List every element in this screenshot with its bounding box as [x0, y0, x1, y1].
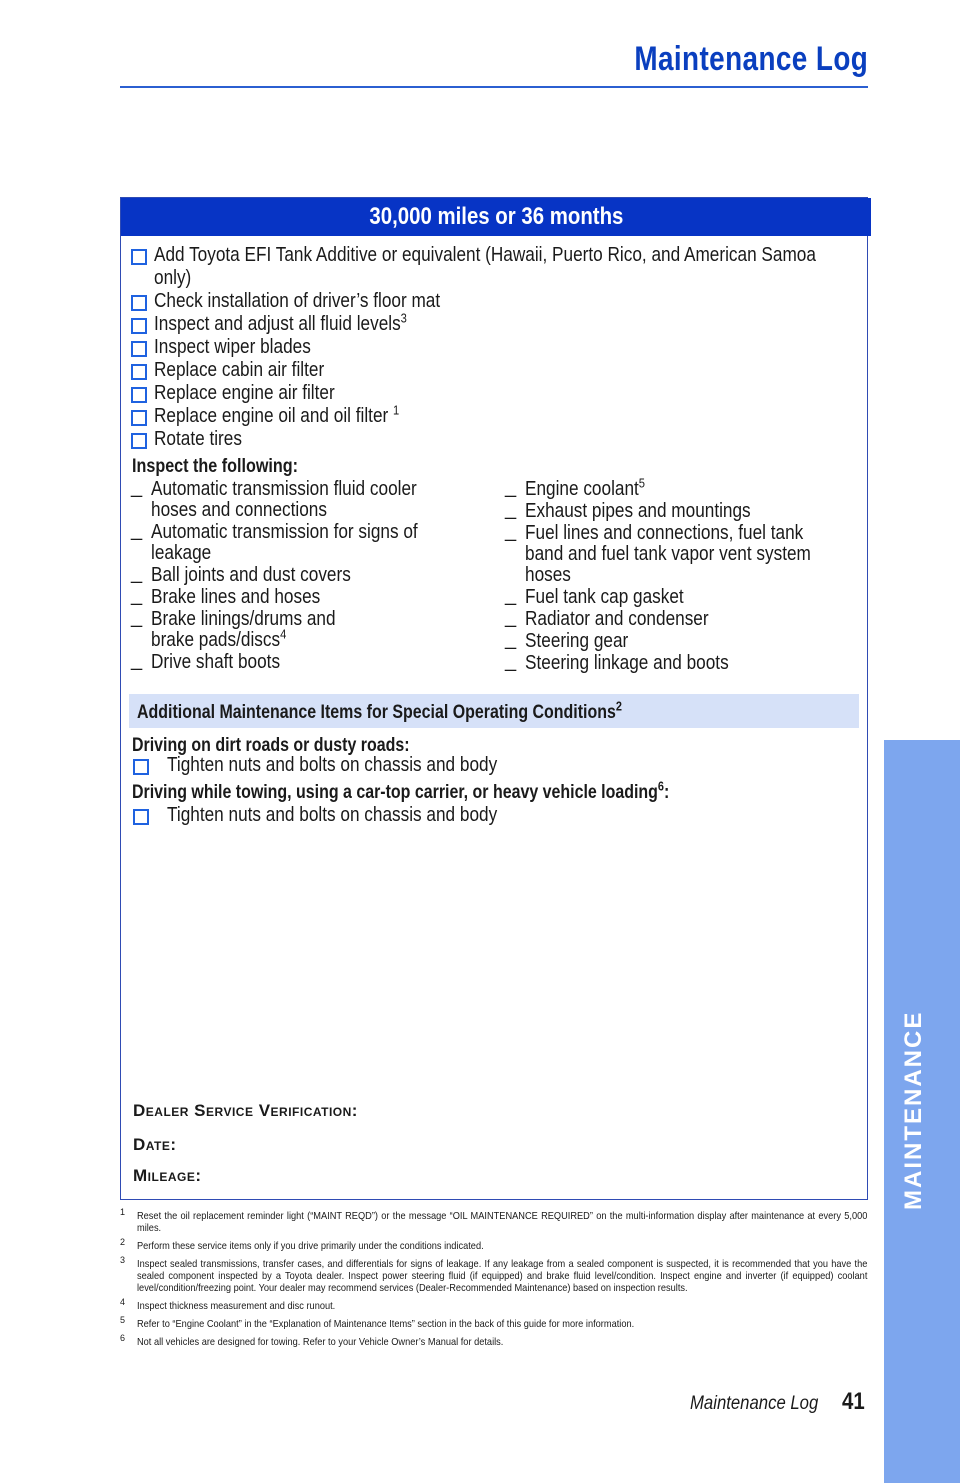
inspect-item: _ Exhaust pipes and mountings	[505, 501, 860, 522]
inspect-item: _ Brake lines and hoses	[131, 587, 491, 608]
checklist-item: Replace engine air filter	[129, 382, 859, 405]
checklist-item: Replace cabin air filter	[129, 359, 859, 382]
page-title: Maintenance Log	[634, 40, 868, 78]
inspect-item: _ Fuel tank cap gasket	[505, 587, 860, 608]
footnote: 3 Inspect sealed transmissions, transfer cases, and differentials for signs of leakage. If any leakage from a sealed component is suspected, it is recommended that you have the sealed component inspected by a Toyota dealer. Inspect power steering fluid (if equipped) and brake fluid level/condition. Inspect engine and inverter (if equipped) coolant level/condition/freezing point. Your dealer may recommend services (Dealer-Recommended Maintenance) based on inspection results.	[120, 1255, 868, 1294]
checkbox-icon[interactable]	[131, 410, 147, 426]
checkbox-icon[interactable]	[131, 249, 147, 265]
service-checklist	[129, 244, 859, 451]
checklist-item: Replace engine oil and oil filter $^1$	[129, 405, 859, 428]
footnote: 6 Not all vehicles are designed for towing. Refer to your Vehicle Owner’s Manual for details.	[120, 1333, 504, 1348]
inspect-item: _ Engine coolant$^5$	[505, 479, 860, 500]
inspect-item: _ Fuel lines and connections, fuel tank band and fuel tank vapor vent system hoses	[505, 523, 860, 586]
towing-item: Tighten nuts and bolts on chassis and body	[131, 804, 551, 827]
inspect-heading: Inspect the following:	[132, 456, 298, 477]
inspect-item: _ Brake linings/drums and brake pads/discs$^4$	[131, 609, 491, 651]
inspect-item: _ Radiator and condenser	[505, 609, 860, 630]
dirt-roads-item: Tighten nuts and bolts on chassis and body	[131, 754, 551, 777]
checklist-item: Rotate tires	[129, 428, 859, 451]
mileage-label: Mileage:	[133, 1166, 202, 1185]
page-number: 41	[842, 1388, 865, 1415]
section-tab-label: MAINTENANCE	[900, 1010, 927, 1210]
towing-heading: Driving while towing, using a car-top carrier, or heavy vehicle loading$^6$:	[132, 778, 670, 803]
checkbox-icon[interactable]	[133, 759, 149, 775]
date-label: Date:	[133, 1135, 177, 1154]
checklist-item: Add Toyota EFI Tank Additive or equivalent (Hawaii, Puerto Rico, and American Samoa only)	[129, 244, 859, 290]
additional-items-bar	[129, 694, 859, 728]
inspect-item: _ Ball joints and dust covers	[131, 565, 491, 586]
dirt-roads-heading: Driving on dirt roads or dusty roads:	[132, 735, 410, 756]
footnotes	[120, 1207, 868, 1354]
footer-label: Maintenance Log	[690, 1393, 819, 1414]
inspect-item: _ Steering linkage and boots	[505, 653, 860, 674]
inspect-item: _ Automatic transmission for signs of leakage	[131, 522, 491, 564]
dealer-verification-label: Dealer Service Verification:	[133, 1101, 358, 1120]
inspect-list-right	[505, 475, 860, 675]
card-header: 30,000 miles or 36 months	[121, 198, 871, 236]
checkbox-icon[interactable]	[131, 341, 147, 357]
maintenance-card	[120, 197, 868, 1200]
checklist-item: Check installation of driver’s floor mat	[129, 290, 859, 313]
checkbox-icon[interactable]	[131, 295, 147, 311]
checkbox-icon[interactable]	[131, 433, 147, 449]
checklist-item: Inspect wiper blades	[129, 336, 859, 359]
footnote: 2 Perform these service items only if you drive primarily under the conditions indicated.	[120, 1237, 484, 1252]
additional-items-title: Additional Maintenance Items for Special Operating Conditions$^2$	[137, 698, 622, 723]
checklist-item: Inspect and adjust all fluid levels$^3$	[129, 313, 859, 336]
footnote: 1 Reset the oil replacement reminder light (“MAINT REQD”) or the message “OIL MAINTENANCE REQUIRED” on the multi-information display after maintenance at every 5,000 miles.	[120, 1207, 868, 1234]
inspect-item: _ Drive shaft boots	[131, 652, 491, 673]
checkbox-icon[interactable]	[131, 318, 147, 334]
checkbox-icon[interactable]	[131, 364, 147, 380]
title-rule	[120, 86, 868, 88]
inspect-item: _ Steering gear	[505, 631, 860, 652]
footnote: 5 Refer to “Engine Coolant” in the “Explanation of Maintenance Items” section in the back of this guide for more information.	[120, 1315, 635, 1330]
inspect-list-left	[131, 479, 491, 674]
footnote: 4 Inspect thickness measurement and disc runout.	[120, 1297, 336, 1312]
checkbox-icon[interactable]	[133, 809, 149, 825]
checkbox-icon[interactable]	[131, 387, 147, 403]
inspect-item: _ Automatic transmission fluid cooler hoses and connections	[131, 479, 491, 521]
